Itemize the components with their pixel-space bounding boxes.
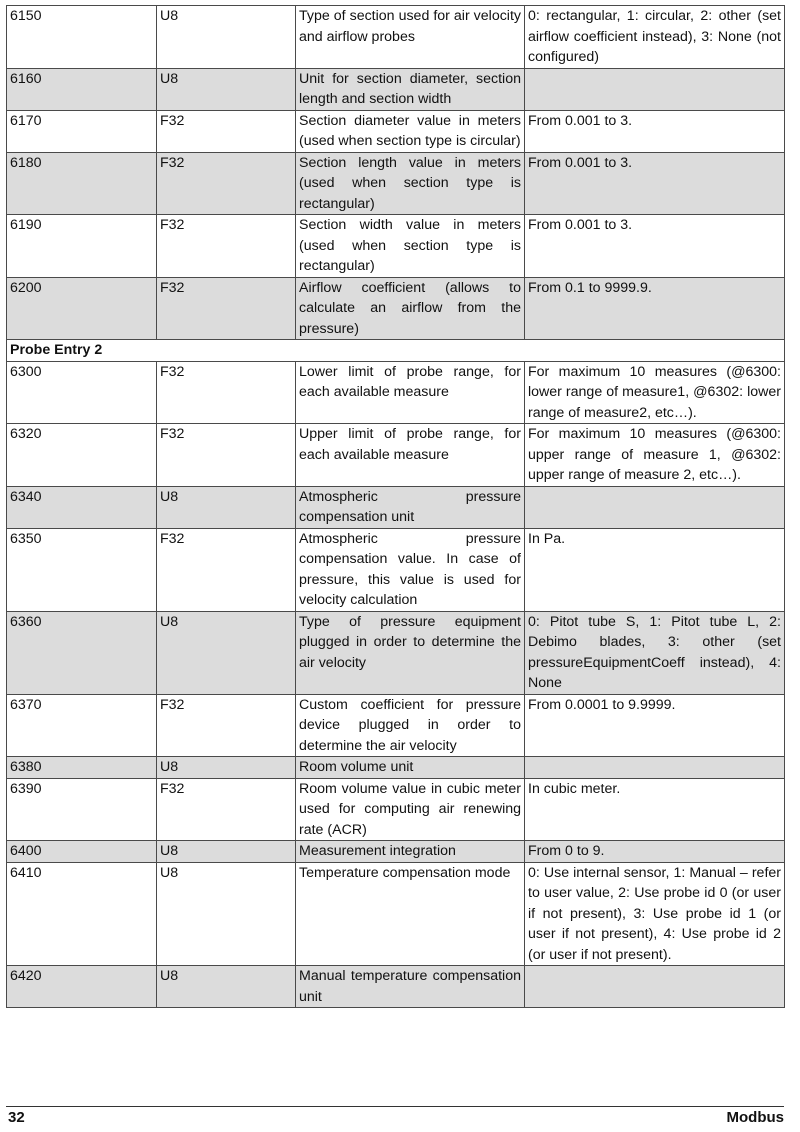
address-cell: 6360 [7,611,157,694]
address-cell: 6370 [7,694,157,757]
table-row [7,110,785,152]
format-cell: F32 [157,152,296,215]
description-cell: Temperature compensation mode [296,862,525,966]
address-cell: 6170 [7,110,157,152]
address-cell: 6340 [7,486,157,528]
address-cell: 6380 [7,757,157,779]
description-cell: Unit for section diameter, section length and section width [296,68,525,110]
format-cell: U8 [157,841,296,863]
details-cell: For maximum 10 measures (@6300: upper range of measure 1, @6302: upper range of measure 2, etc…). [525,424,785,487]
description-cell: Room volume unit [296,757,525,779]
details-cell: From 0.1 to 9999.9. [525,277,785,340]
format-cell: F32 [157,361,296,424]
format-cell: U8 [157,757,296,779]
description-cell: Measurement integration [296,841,525,863]
address-cell: 6410 [7,862,157,966]
details-cell: 0: rectangular, 1: circular, 2: other (set airflow coefficient instead), 3: None (not configured) [525,6,785,69]
page-number: 32 [8,1109,25,1126]
table-row [7,694,785,757]
address-cell: 6150 [7,6,157,69]
details-cell: From 0.0001 to 9.9999. [525,694,785,757]
table-row [7,528,785,611]
description-cell: Airflow coefficient (allows to calculate an airflow from the pressure) [296,277,525,340]
table-row [7,424,785,487]
table-row [7,215,785,278]
table-row [7,361,785,424]
table-row [7,611,785,694]
format-cell: F32 [157,694,296,757]
table-row [7,966,785,1008]
section-header-row [7,340,785,362]
table-row [7,778,785,841]
details-cell: From 0.001 to 3. [525,152,785,215]
format-cell: U8 [157,68,296,110]
section-label: Probe Entry 2 [7,340,785,362]
table-row [7,862,785,966]
description-cell: Manual temperature compensation unit [296,966,525,1008]
address-cell: 6400 [7,841,157,863]
details-cell: In cubic meter. [525,778,785,841]
details-cell [525,966,785,1008]
description-cell: Room volume value in cubic meter used for computing air renewing rate (ACR) [296,778,525,841]
description-cell: Atmospheric pressure compensation unit [296,486,525,528]
format-cell: F32 [157,424,296,487]
register-table [6,5,785,1008]
details-cell: For maximum 10 measures (@6300: lower range of measure1, @6302: lower range of measure2, etc…). [525,361,785,424]
format-cell: F32 [157,277,296,340]
format-cell: F32 [157,110,296,152]
description-cell: Atmospheric pressure compensation value. In case of pressure, this value is used for velocity calculation [296,528,525,611]
description-cell: Type of pressure equipment plugged in order to determine the air velocity [296,611,525,694]
description-cell: Custom coefficient for pressure device plugged in order to determine the air velocity [296,694,525,757]
details-cell: 0: Use internal sensor, 1: Manual – refer to user value, 2: Use probe id 0 (or user if not present), 3: Use probe id 1 (or user if not present), 4: Use probe id 2 (or user if not present). [525,862,785,966]
address-cell: 6420 [7,966,157,1008]
format-cell: U8 [157,966,296,1008]
address-cell: 6180 [7,152,157,215]
address-cell: 6350 [7,528,157,611]
format-cell: F32 [157,528,296,611]
details-cell: From 0.001 to 3. [525,215,785,278]
details-cell: From 0 to 9. [525,841,785,863]
table-row [7,152,785,215]
description-cell: Type of section used for air velocity and airflow probes [296,6,525,69]
address-cell: 6320 [7,424,157,487]
table-row [7,757,785,779]
format-cell: U8 [157,6,296,69]
address-cell: 6300 [7,361,157,424]
document-name: Modbus [726,1109,784,1126]
table-row [7,68,785,110]
format-cell: U8 [157,862,296,966]
format-cell: U8 [157,611,296,694]
details-cell: In Pa. [525,528,785,611]
format-cell: F32 [157,215,296,278]
table-row [7,486,785,528]
register-table-body [7,6,785,1008]
description-cell: Upper limit of probe range, for each available measure [296,424,525,487]
footer-divider [6,1106,784,1107]
details-cell [525,68,785,110]
table-row [7,841,785,863]
address-cell: 6200 [7,277,157,340]
table-row [7,277,785,340]
address-cell: 6190 [7,215,157,278]
description-cell: Section length value in meters (used when section type is rectangular) [296,152,525,215]
table-row [7,6,785,69]
details-cell [525,757,785,779]
description-cell: Lower limit of probe range, for each available measure [296,361,525,424]
details-cell: From 0.001 to 3. [525,110,785,152]
address-cell: 6390 [7,778,157,841]
description-cell: Section width value in meters (used when section type is rectangular) [296,215,525,278]
format-cell: F32 [157,778,296,841]
details-cell [525,486,785,528]
format-cell: U8 [157,486,296,528]
details-cell: 0: Pitot tube S, 1: Pitot tube L, 2: Debimo blades, 3: other (set pressureEquipmentCoeff instead), 4: None [525,611,785,694]
address-cell: 6160 [7,68,157,110]
description-cell: Section diameter value in meters (used when section type is circular) [296,110,525,152]
